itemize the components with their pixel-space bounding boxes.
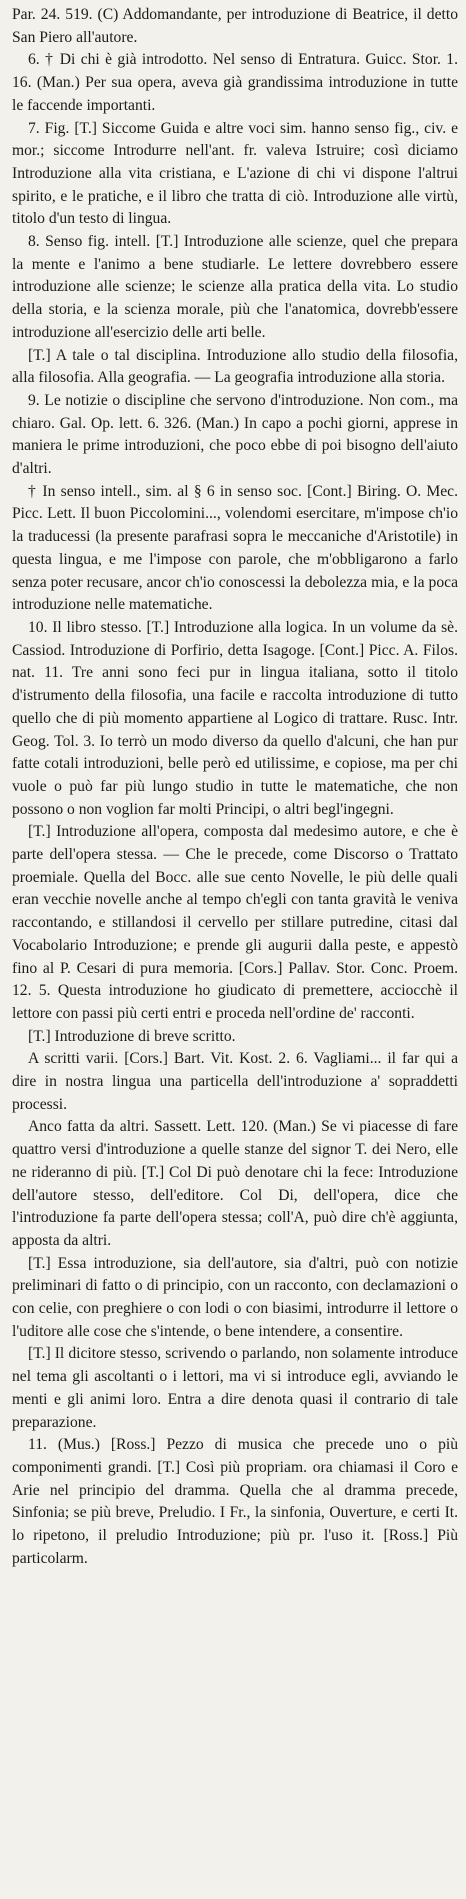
subsense-discipline: [T.] A tale o tal disciplina. Introduzione allo studio della filosofia, alla filosofia. Alla geografia. — La geografia introduzione alla storia. [12, 346, 458, 387]
entry-citation-paradiso: Par. 24. 519. (C) Addomandante, per introduzione di Beatrice, il detto San Piero all'autore. [12, 6, 458, 46]
sense-7-figurative: 7. Fig. [T.] Siccome Guida e altre voci sim. hanno senso fig., civ. e mor.; siccome Introdurre nell'ant. fr. valeva Istruire; così diciamo Introduzione alla vita cristiana, e L'azione di chi vi dispone l'altrui spirito, e le pratiche, e il libro che tratta di ciò. Introduzione alle virtù, titolo d'un testo di lingua. [12, 119, 458, 228]
subsense-made-by-others: Anco fatta da altri. Sassett. Lett. 120. (Man.) Se vi piacesse di fare quattro versi d'introduzione a quelle stanze del signor T. dei Nero, elle ne rideranno di più. [T.] Col Di può denotare chi la fece: Introduzione dell'autore stesso, dell'editore. Col Di, dell'opera, dice che l'introduzione fa parte dell'opera stessa; coll'A, può dire ch'è aggiunta, apposta da altri. [12, 1118, 458, 1249]
subsense-author-or-others: [T.] Essa introduzione, sia dell'autore, sia d'altri, può con notizie preliminari di fatto o di principio, con un racconto, con declamazioni o con celie, con preghiere o con lodi o con biasimi, introdurre il lettore o l'uditore alle cose che s'intende, o bene intendere, a consentire. [12, 1254, 458, 1340]
sense-6-already-introduced: 6. † Di chi è già introdotto. Nel senso di Entratura. Guicc. Stor. 1. 16. (Man.) Per sua opera, aveva già grandissima introduzione in tutte le faccende importanti. [12, 51, 458, 114]
sense-11-music: 11. (Mus.) [Ross.] Pezzo di musica che precede uno o più componimenti grandi. [T.] Così più propriam. ora chiamasi il Coro e Arie nel principio del dramma. Quella che al dramma precede, Sinfonia; se più breve, Preludio. I Fr., la sinfonia, Ouverture, e certi It. lo ripetono, il preludio Introduzione; più pr. l'uso it. [Ross.] Più particolarm. [12, 1436, 458, 1567]
subsense-the-speaker: [T.] Il dicitore stesso, scrivendo o parlando, non solamente introduce nel tema gli ascoltanti o i lettori, ma vi si introduce egli, avviando le menti e gli animi loro. Entra a dire denota quasi il contrario di tale preparazione. [12, 1345, 458, 1431]
sense-9-notions: 9. Le notizie o discipline che servono d'introduzione. Non com., ma chiaro. Gal. Op. lett. 6. 326. (Man.) In capo a pochi giorni, apprese in maniera le prime introduzioni, che poco ebbe di poi bisogno dell'aiuto d'altri. [12, 391, 458, 478]
subsense-intellectual-social: † In senso intell., sim. al § 6 in senso soc. [Cont.] Biring. O. Mec. Picc. Lett. Il buon Piccolomini..., volendomi esercitare, m'impose ch'io la traducessi (la presente parafrasi sopra le meccaniche d'Aristotile) in questa lingua, e me l'impose con parole, che m'obbligarono a farlo senza poter recusare, ancor ch'io conoscessi la debolezza mia, e la poca introduzione nelle matematiche. [12, 482, 458, 614]
subsense-short-writing: [T.] Introduzione di breve scritto. [28, 1027, 236, 1045]
subsense-introduction-to-work: [T.] Introduzione all'opera, composta dal medesimo autore, e che è parte dell'opera stessa. — Che le precede, come Discorso o Trattato proemiale. Quella del Bocc. alle sue cento Novelle, le più delle quali eran vecchie novelle anche al tempo ch'egli con tanta gravità le veniva raccontando, e stillandosi il cervello per stillare putredine, citasi dal Vocabolario Introduzione; e prende gli augurii dalla peste, e appestò fino al P. Cesari di pura memoria. [Cors.] Pallav. Stor. Conc. Proem. 12. 5. Questa introduzione ho giudicato di premettere, acciocchè il lettore con passi più certi entri e proceda nell'ordine de' racconti. [12, 823, 458, 1022]
sense-8-intellectual: 8. Senso fig. intell. [T.] Introduzione alle scienze, quel che prepara la mente e l'animo a bene studiarle. Le lettere dovrebbero essere introduzione alle scienze; le scienze alla pratica della vita. Lo studio della storia, e la scienza morale, più che l'anatomica, dovrebb'essere introduzione all'esercizio delle arti belle. [12, 233, 458, 341]
subsense-various-writings: A scritti varii. [Cors.] Bart. Vit. Kost. 2. 6. Vagliami... il far qui a dire in nostra lingua una particella dell'introduzione a' sopraddetti processi. [12, 1050, 458, 1113]
sense-10-the-book: 10. Il libro stesso. [T.] Introduzione alla logica. In un volume da sè. Cassiod. Introduzione di Porfirio, detta Isagoge. [Cont.] Picc. A. Filos. nat. 11. Tre anni sono feci pur in lingua italiana, sotto il titolo d'istrumento della filosofia, una facile e raccolta introduzione di tutto quello che di più momento appartiene al Logico di trattare. Rusc. Intr. Geog. Tol. 3. Io terrò un modo diverso da quello d'alcuni, che han pur fatte cotali introduzioni, belle però ed utilissime, e copiose, ma per chi vuole o può far più lungo studio in tutte le matematiche, che non possono o non voglion far molti Principi, o altri begl'ingegni. [12, 618, 458, 818]
